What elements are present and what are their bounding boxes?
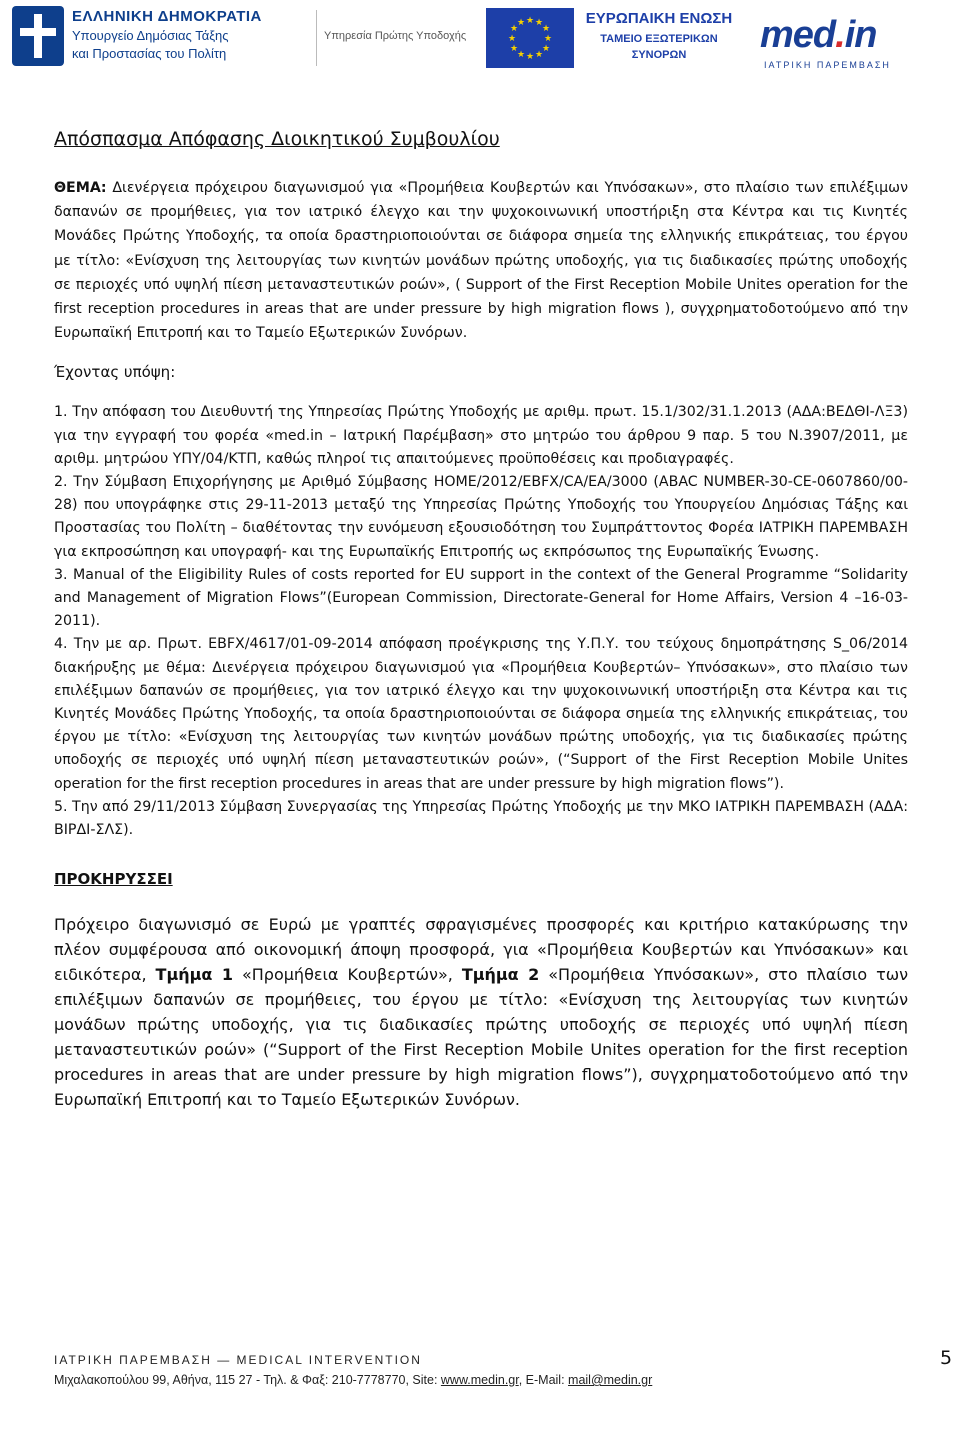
eu-fund-line-2: ΣΥΝΟΡΩΝ	[631, 49, 687, 61]
eu-stars-icon	[486, 8, 574, 68]
svg-text:★: ★	[534, 50, 544, 60]
medin-logo	[760, 14, 950, 74]
medin-dot: .	[835, 14, 845, 56]
medin-in: in	[844, 14, 877, 56]
greek-cross-emblem-icon	[12, 6, 64, 66]
declaration-text-2: «Προμήθεια Κουβερτών»,	[233, 965, 462, 985]
letterhead	[0, 0, 960, 86]
svg-text:★: ★	[525, 52, 535, 62]
eu-title: ΕΥΡΩΠΑΙΚΗ ΕΝΩΣΗ	[585, 10, 733, 27]
document-title: Απόσπασμα Απόφασης Διοικητικού Συμβουλίου	[54, 128, 500, 150]
footer-email-label: , E-Mail:	[518, 1373, 569, 1387]
eu-fund-logo	[584, 10, 734, 61]
footer-address: Μιχαλακοπούλου 99, Αθήνα, 115 27 - Τηλ. & Φαξ: 210-7778770, Site:	[54, 1373, 441, 1387]
document-body	[54, 128, 908, 1112]
eu-fund-line-1: ΤΑΜΕΙΟ ΕΞΩΤΕΡΙΚΩΝ	[600, 33, 718, 45]
gov-title: ΕΛΛΗΝΙΚΗ ΔΗΜΟΚΡΑΤΙΑ	[72, 8, 262, 25]
declaration-text-3: «Προμήθεια Υπνόσακων», στο πλαίσιο των επιλέξιμων δαπανών σε προμήθειες, του έργου με τίτλο: «Ενίσχυση της λειτουργίας των κινητών μονάδων πρώτης υποδοχής, για τις διαδικασίες πρώτης υποδοχής σε περιοχές υπό υψηλή πίεση μεταναστευτικών ροών» (“Support of the First Reception Mobile Unites operation for the first reception procedures in areas that are under pressure by high migration flows”), συγχρηματοδοτούμενο από την Ευρωπαϊκή Επιτροπή και το Ταμείο Εξωτερικών Συνόρων.	[54, 965, 909, 1110]
medin-med: med	[760, 14, 836, 56]
subject-paragraph	[54, 176, 908, 345]
svg-text:★: ★	[516, 50, 526, 60]
svg-text:★: ★	[509, 44, 519, 54]
list-item: 3. Manual of the Eligibility Rules of costs reported for EU support in the context of the General Programme “Solidarity and Management of Migration Flows”(European Commission, Directorate-General for Home Affairs, Version 4 –16-03-2011).	[54, 566, 908, 630]
header-divider	[316, 10, 317, 66]
subject-text: Διενέργεια πρόχειρου διαγωνισμού για «Προμήθεια Κουβερτών και Υπνόσακων», στο πλαίσιο των επιλέξιμων δαπανών σε προμήθειες, για τον ιατρικό έλεγχο και την ψυχοκοινωνική υποστήριξη στα Κέντρα και τις Κινητές Μονάδες Πρώτης Υποδοχής, τα οποία δραστηριοποιούνται σε διάφορα σημεία της ελληνικής επικράτειας, του έργου με τίτλο: «Ενίσχυση της λειτουργίας των κινητών μονάδων πρώτης υποδοχής, για τις διαδικασίες πρώτης υποδοχής σε περιοχές υπό υψηλή πίεση μεταναστευτικών ροών», ( Support of the First Reception Mobile Unites operation for the first reception procedures in areas that are under pressure by high migration flows ), συγχρηματοδοτούμενο από την Ευρωπαϊκή Επιτροπή και το Ταμείο Εξωτερικών Συνόρων.	[54, 180, 908, 342]
service-name: Υπηρεσία Πρώτης Υποδοχής	[324, 30, 467, 42]
svg-text:★: ★	[525, 16, 535, 26]
part-1-label: Τμήμα 1	[155, 965, 233, 985]
medin-subtitle: ΙΑΤΡΙΚΗ ΠΑΡΕΜΒΑΣΗ	[764, 60, 891, 70]
page-footer	[54, 1353, 934, 1387]
list-item: 5. Την από 29/11/2013 Σύμβαση Συνεργασίας της Υπηρεσίας Πρώτης Υποδοχής με την ΜΚΟ ΙΑΤΡΙΚΗ ΠΑΡΕΜΒΑΣΗ (ΑΔΑ: ΒΙΡΔΙ-ΣΛΣ).	[54, 798, 908, 839]
footer-site-link[interactable]: www.medin.gr	[440, 1373, 519, 1387]
ministry-line-2: και Προστασίας του Πολίτη	[72, 46, 227, 61]
part-2-label: Τμήμα 2	[461, 965, 540, 985]
declaration-paragraph	[54, 912, 908, 1112]
svg-text:★: ★	[543, 34, 553, 44]
eu-flag-icon	[486, 8, 574, 68]
list-item: 1. Την απόφαση του Διευθυντή της Υπηρεσίας Πρώτης Υποδοχής με αριθμ. πρωτ. 15.1/302/31.1.2013 (ΑΔΑ:ΒΕΔΘΙ-ΛΞ3) για την εγγραφή του φορέα «med.in – Ιατρική Παρέμβαση» στο μητρώο του άρθρου 9 παρ. 5 του Ν.3907/2011, με αριθμ. μητρώου ΥΠΥ/04/ΚΤΠ, καθώς πληροί τις απαιτούμενες προϋποθέσεις και προδιαγραφές.	[54, 404, 908, 467]
proclaims-heading: ΠΡΟΚΗΡΥΣΣΕΙ	[54, 870, 173, 889]
list-item: 2. Την Σύμβαση Επιχορήγησης με Αριθμό Σύμβασης HOME/2012/EBFX/CA/EA/3000 (ABAC NUMBER-30-CE-0607860/00-28) που υπογράφηκε στις 29-11-2013 μεταξύ της Υπηρεσίας Πρώτης Υποδοχής του Υπουργείου Δημόσιας Τάξης και Προστασίας του Πολίτη – διαθέτοντας την ευνόμευση εξουσιοδότηση του Συμπράττοντος Φορέα ΙΑΤΡΙΚΗ ΠΑΡΕΜΒΑΣΗ για εκπροσώπηση και υπογραφή- και της Ευρωπαϊκής Επιτροπής ως εκπρόσωπος της Ευρωπαϊκής Ένωσης.	[54, 474, 908, 560]
page-number: 5	[940, 1347, 953, 1369]
svg-text:★: ★	[541, 24, 551, 34]
list-item: 4. Την με αρ. Πρωτ. EBFX/4617/01-09-2014 απόφαση προέγκρισης της Υ.Π.Υ. του τεύχους δημοπράτησης S_06/2014 διακήρυξης με θέμα: Διενέργεια πρόχειρου διαγωνισμού για «Προμήθεια Κουβερτών– Υπνόσακων», στο πλαίσιο των επιλέξιμων δαπανών σε προμήθειες, για τον ιατρικό έλεγχο και την ψυχοκοινωνική υποστήριξη στα Κέντρα και τις Κινητές Μονάδες Πρώτης Υποδοχής, τα οποία δραστηριοποιούνται σε διάφορα σημεία της ελληνικής επικράτειας, του έργου με τίτλο: «Ενίσχυση της λειτουργίας των κινητών μονάδων πρώτης υποδοχής, για τις διαδικασίες πρώτης υποδοχής σε περιοχές υπό υψηλή πίεση μεταναστευτικών ροών», (“Support of the First Reception Mobile Unites operation for the first reception procedures in areas that are under pressure by high migration flows”).	[54, 636, 908, 792]
svg-text:★: ★	[516, 18, 526, 28]
having-regard-heading: Έχοντας υπόψη:	[54, 363, 176, 382]
svg-text:★: ★	[507, 34, 517, 44]
svg-text:★: ★	[509, 24, 519, 34]
hellenic-republic-logo	[12, 6, 302, 68]
footer-email-link[interactable]: mail@medin.gr	[568, 1373, 653, 1387]
ministry-line-1: Υπουργείο Δημόσιας Τάξης	[72, 28, 229, 43]
svg-text:★: ★	[541, 44, 551, 54]
declaration-text-1: Πρόχειρο διαγωνισμό σε Ευρώ με γραπτές σφραγισμένες προσφορές και κριτήριο κατακύρωσης την πλέον συμφέρουσα από οικονομική άποψη προσφορά, για «Προμήθεια Κουβερτών και Υπνόσακων» και ειδικότερα,	[54, 915, 908, 985]
subject-label: ΘΕΜΑ:	[54, 180, 107, 196]
footer-organization: ΙΑΤΡΙΚΗ ΠΑΡΕΜΒΑΣΗ — MEDICAL INTERVENTION	[54, 1353, 422, 1367]
medin-wordmark	[760, 14, 876, 57]
footer-contact	[54, 1373, 934, 1387]
svg-text:★: ★	[534, 18, 544, 28]
